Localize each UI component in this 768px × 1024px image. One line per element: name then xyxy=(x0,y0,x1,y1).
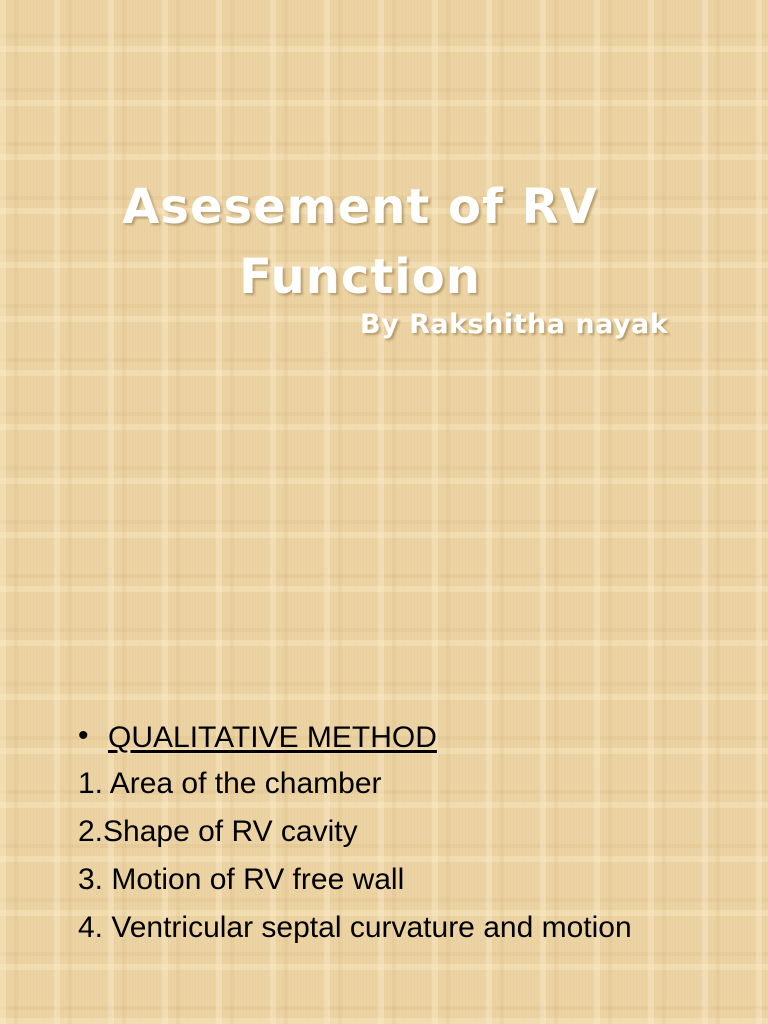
content-body xyxy=(78,716,738,948)
title-line-1: Asesement of RV xyxy=(122,179,598,235)
section-heading: QUALITATIVE METHOD xyxy=(108,721,437,754)
bullet-heading-row xyxy=(78,716,738,760)
list-item: 3. Motion of RV free wall xyxy=(78,863,405,896)
list-item: 4. Ventricular septal curvature and motion xyxy=(78,911,632,944)
title-line-2: Function xyxy=(239,249,481,305)
bullet-dot-icon: • xyxy=(78,719,89,752)
list-item: 2.Shape of RV cavity xyxy=(78,815,358,848)
list-item: 1. Area of the chamber xyxy=(78,767,382,800)
slide-title xyxy=(40,172,680,312)
slide-subtitle: By Rakshitha nayak xyxy=(360,309,669,340)
